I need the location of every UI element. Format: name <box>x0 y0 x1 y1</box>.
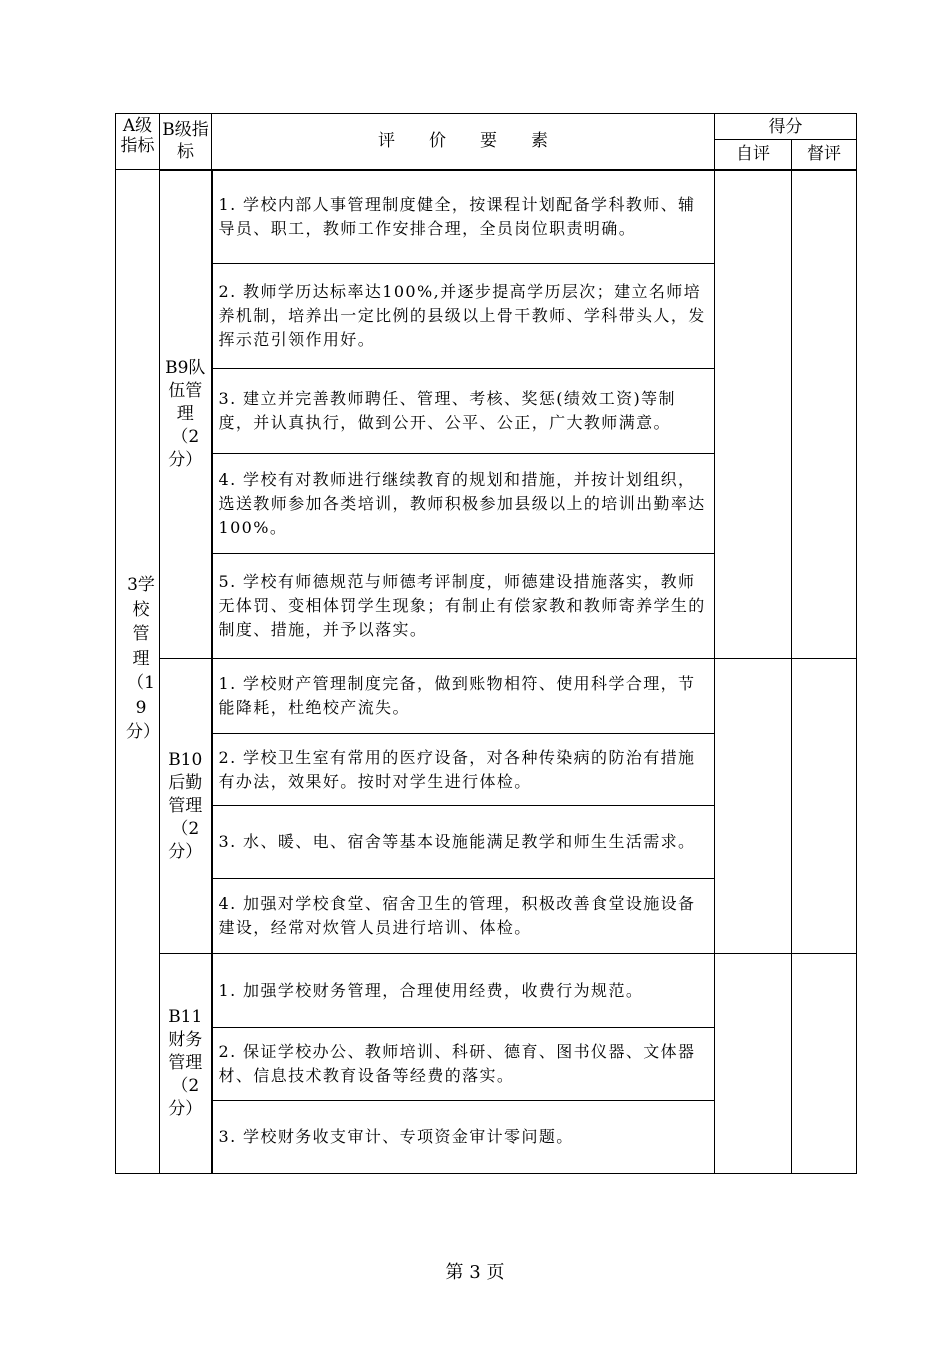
supervisor-score-cell[interactable] <box>792 659 857 954</box>
self-score-cell[interactable] <box>715 659 792 954</box>
b11-indicator-label: B11财务管理（2分） <box>160 954 212 1174</box>
supervisor-score-cell[interactable] <box>792 170 857 659</box>
header-b-indicator: B级指标 <box>160 114 212 170</box>
criteria-item: 2. 教师学历达标率达100%,并逐步提高学历层次；建立名师培养机制，培养出一定比例的县级以上骨干教师、学科带头人，发挥示范引领作用好。 <box>212 264 715 369</box>
page-number: 第 3 页 <box>445 1262 505 1283</box>
a-indicator-label: 3学校管理（19分） <box>126 575 160 742</box>
header-score: 得分 <box>715 114 857 140</box>
criteria-item: 1. 学校财产管理制度完备，做到账物相符、使用科学合理，节能降耗，杜绝校产流失。 <box>212 659 715 734</box>
criteria-item: 2. 保证学校办公、教师培训、科研、德育、图书仪器、文体器材、信息技术教育设备等经费的落实。 <box>212 1028 715 1101</box>
criteria-item: 5. 学校有师德规范与师德考评制度，师德建设措施落实，教师无体罚、变相体罚学生现象；有制止有偿家教和教师寄养学生的制度、措施，并予以落实。 <box>212 554 715 659</box>
supervisor-score-cell[interactable] <box>792 954 857 1174</box>
criteria-item: 3. 学校财务收支审计、专项资金审计零问题。 <box>212 1101 715 1174</box>
criteria-item: 4. 加强对学校食堂、宿舍卫生的管理，积极改善食堂设施设备建设，经常对炊管人员进行培训、体检。 <box>212 879 715 954</box>
a-indicator-cell <box>116 170 160 1174</box>
criteria-item: 3. 建立并完善教师聘任、管理、考核、奖惩(绩效工资)等制度，并认真执行，做到公开、公平、公正，广大教师满意。 <box>212 369 715 454</box>
header-a-indicator: A级指标 <box>116 114 160 170</box>
header-supervisor-score: 督评 <box>792 140 857 170</box>
b10-indicator-label: B10后勤管理（2分） <box>160 659 212 954</box>
header-criteria: 评 价 要 素 <box>212 114 715 170</box>
criteria-item: 3. 水、暖、电、宿舍等基本设施能满足教学和师生生活需求。 <box>212 806 715 879</box>
criteria-item: 4. 学校有对教师进行继续教育的规划和措施，并按计划组织，选送教师参加各类培训，教师积极参加县级以上的培训出勤率达100%。 <box>212 454 715 554</box>
criteria-item: 2. 学校卫生室有常用的医疗设备，对各种传染病的防治有措施有办法，效果好。按时对学生进行体检。 <box>212 734 715 806</box>
header-self-score: 自评 <box>715 140 792 170</box>
b9-indicator-label: B9队伍管理（2分） <box>160 170 212 659</box>
evaluation-table <box>115 113 857 1174</box>
self-score-cell[interactable] <box>715 954 792 1174</box>
criteria-item: 1. 学校内部人事管理制度健全，按课程计划配备学科教师、辅导员、职工，教师工作安排合理，全员岗位职责明确。 <box>212 170 715 264</box>
self-score-cell[interactable] <box>715 170 792 659</box>
criteria-item: 1. 加强学校财务管理，合理使用经费，收费行为规范。 <box>212 954 715 1028</box>
